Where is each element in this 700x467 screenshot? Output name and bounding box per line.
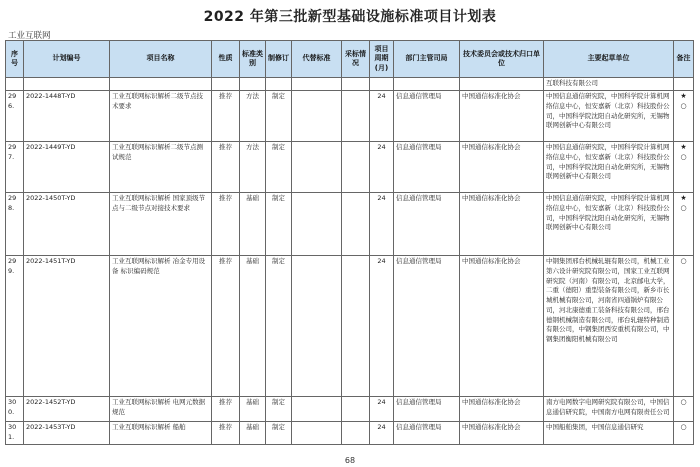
page-number: 68: [344, 456, 356, 465]
plan-code: 2022-1452T-YD: [24, 397, 110, 422]
adoption: [342, 193, 370, 256]
revision-type: 制定: [266, 91, 292, 142]
header-cell: 制修订: [266, 41, 292, 78]
nature: 推荐: [212, 397, 240, 422]
table-row: [6, 142, 694, 193]
header-cell: 标准类别: [240, 41, 266, 78]
committee: 中国通信标准化协会: [460, 397, 544, 422]
replaced-standard: [292, 397, 342, 422]
category: 基础: [240, 397, 266, 422]
project-name: 工业互联网标识解析二级节点技术要求: [110, 91, 212, 142]
project-name: 工业互联网标识解析二级节点测试规范: [110, 142, 212, 193]
circle-mark-icon: ○: [680, 398, 687, 406]
remarks-cell: [674, 142, 694, 193]
header-cell: 项目周期(月): [370, 41, 394, 78]
revision-type: 制定: [266, 256, 292, 397]
header-cell: 序号: [6, 41, 24, 78]
plan-code: 2022-1448T-YD: [24, 91, 110, 142]
remarks-cell: [674, 193, 694, 256]
replaced-standard: [292, 193, 342, 256]
row-number: 301.: [6, 422, 24, 445]
header-cell: 项目名称: [110, 41, 212, 78]
period: 24: [370, 397, 394, 422]
header-cell: 代替标准: [292, 41, 342, 78]
section-label: 工业互联网: [8, 31, 51, 41]
standards-plan-table: [5, 40, 694, 445]
committee: 中国通信标准化协会: [460, 256, 544, 397]
category: 基础: [240, 193, 266, 256]
category: 方法: [240, 91, 266, 142]
table-row: [6, 422, 694, 445]
period: 24: [370, 256, 394, 397]
replaced-standard: [292, 91, 342, 142]
row-number: 300.: [6, 397, 24, 422]
header-cell: 性质: [212, 41, 240, 78]
category: 方法: [240, 142, 266, 193]
drafting-units: 中钢集团邢台机械轧辊有限公司，机械工业第六设计研究院有限公司，国家工业互联网研究院（河南）有限公司，北京邮电大学，二重（德阳）重型装备有限公司，新乡市长城机械有限公司，河南省四通锅炉有限公司，河北康德重工装备科技有限公司，邢台德钢机械制造有限公司，邢台轧辊特种制造有限公司，中钢集团西安重机有限公司，中钢集团衡阳机械有限公司: [544, 256, 674, 397]
star-mark-icon: ★: [680, 194, 687, 202]
nature: 推荐: [212, 256, 240, 397]
revision-type: 制定: [266, 142, 292, 193]
plan-code: 2022-1453T-YD: [24, 422, 110, 445]
circle-mark-icon: ○: [680, 203, 687, 212]
nature: 推荐: [212, 142, 240, 193]
committee: 中国通信标准化协会: [460, 422, 544, 445]
project-name: 工业互联网标识解析 电网元数据规范: [110, 397, 212, 422]
department: 信息通信管理局: [394, 91, 460, 142]
table-row: [6, 91, 694, 142]
project-name: 工业互联网标识解析 船舶: [110, 422, 212, 445]
department: 信息通信管理局: [394, 142, 460, 193]
drafting-units: 中国信息通信研究院，中国科学院计算机网络信息中心，恒安嘉新（北京）科技股份公司，中国科学院沈阳自动化研究所，无锡物联网创新中心有限公司: [544, 142, 674, 193]
adoption: [342, 142, 370, 193]
period: 24: [370, 422, 394, 445]
star-mark-icon: ★: [680, 92, 687, 100]
circle-mark-icon: ○: [680, 423, 687, 431]
row-number: 297.: [6, 142, 24, 193]
adoption: [342, 397, 370, 422]
star-mark-icon: ★: [680, 143, 687, 151]
category: 基础: [240, 422, 266, 445]
department: 信息通信管理局: [394, 256, 460, 397]
row-number: 298.: [6, 193, 24, 256]
table-header-row: [6, 41, 694, 78]
nature: 推荐: [212, 193, 240, 256]
revision-type: 制定: [266, 397, 292, 422]
circle-mark-icon: ○: [680, 257, 687, 265]
remarks-cell: [674, 422, 694, 445]
drafting-units: 中国船舶集团，中国信息通信研究: [544, 422, 674, 445]
row-number: 296.: [6, 91, 24, 142]
drafting-units: 中国信息通信研究院，中国科学院计算机网络信息中心，恒安嘉新（北京）科技股份公司，中国科学院沈阳自动化研究所，无锡物联网创新中心有限公司: [544, 91, 674, 142]
project-name: 工业互联网标识解析 冶金专用设备 标识编码规范: [110, 256, 212, 397]
header-cell: 主要起草单位: [544, 41, 674, 78]
circle-mark-icon: ○: [680, 101, 687, 110]
department: 信息通信管理局: [394, 193, 460, 256]
table-row-continued: [6, 78, 694, 91]
category: 基础: [240, 256, 266, 397]
nature: 推荐: [212, 91, 240, 142]
plan-code: 2022-1449T-YD: [24, 142, 110, 193]
committee: 中国通信标准化协会: [460, 91, 544, 142]
replaced-standard: [292, 422, 342, 445]
drafting-units-cell: 互联科技有限公司: [544, 78, 674, 91]
table-row: [6, 256, 694, 397]
table-row: [6, 193, 694, 256]
period: 24: [370, 193, 394, 256]
adoption: [342, 422, 370, 445]
header-cell: 技术委员会或技术归口单位: [460, 41, 544, 78]
drafting-units: 中国信息通信研究院，中国科学院计算机网络信息中心，恒安嘉新（北京）科技股份公司，中国科学院沈阳自动化研究所，无锡物联网创新中心有限公司: [544, 193, 674, 256]
header-cell: 计划编号: [24, 41, 110, 78]
committee: 中国通信标准化协会: [460, 142, 544, 193]
remarks-cell: [674, 256, 694, 397]
replaced-standard: [292, 256, 342, 397]
period: 24: [370, 91, 394, 142]
department: 信息通信管理局: [394, 397, 460, 422]
adoption: [342, 256, 370, 397]
header-cell: 部门主管司局: [394, 41, 460, 78]
row-number: 299.: [6, 256, 24, 397]
committee: 中国通信标准化协会: [460, 193, 544, 256]
remarks-cell: [674, 91, 694, 142]
header-cell: 备注: [674, 41, 694, 78]
nature: 推荐: [212, 422, 240, 445]
remarks-cell: [674, 397, 694, 422]
circle-mark-icon: ○: [680, 152, 687, 161]
department: 信息通信管理局: [394, 422, 460, 445]
project-name: 工业互联网标识解析 国家顶级节点与二级节点对接技术要求: [110, 193, 212, 256]
replaced-standard: [292, 142, 342, 193]
plan-code: 2022-1450T-YD: [24, 193, 110, 256]
revision-type: 制定: [266, 422, 292, 445]
page-title: 2022 年第三批新型基础设施标准项目计划表: [203, 9, 497, 25]
adoption: [342, 91, 370, 142]
drafting-units: 南方电网数字电网研究院有限公司，中国信息通信研究院，中国南方电网有限责任公司: [544, 397, 674, 422]
plan-code: 2022-1451T-YD: [24, 256, 110, 397]
table-row: [6, 397, 694, 422]
revision-type: 制定: [266, 193, 292, 256]
header-cell: 采标情况: [342, 41, 370, 78]
period: 24: [370, 142, 394, 193]
